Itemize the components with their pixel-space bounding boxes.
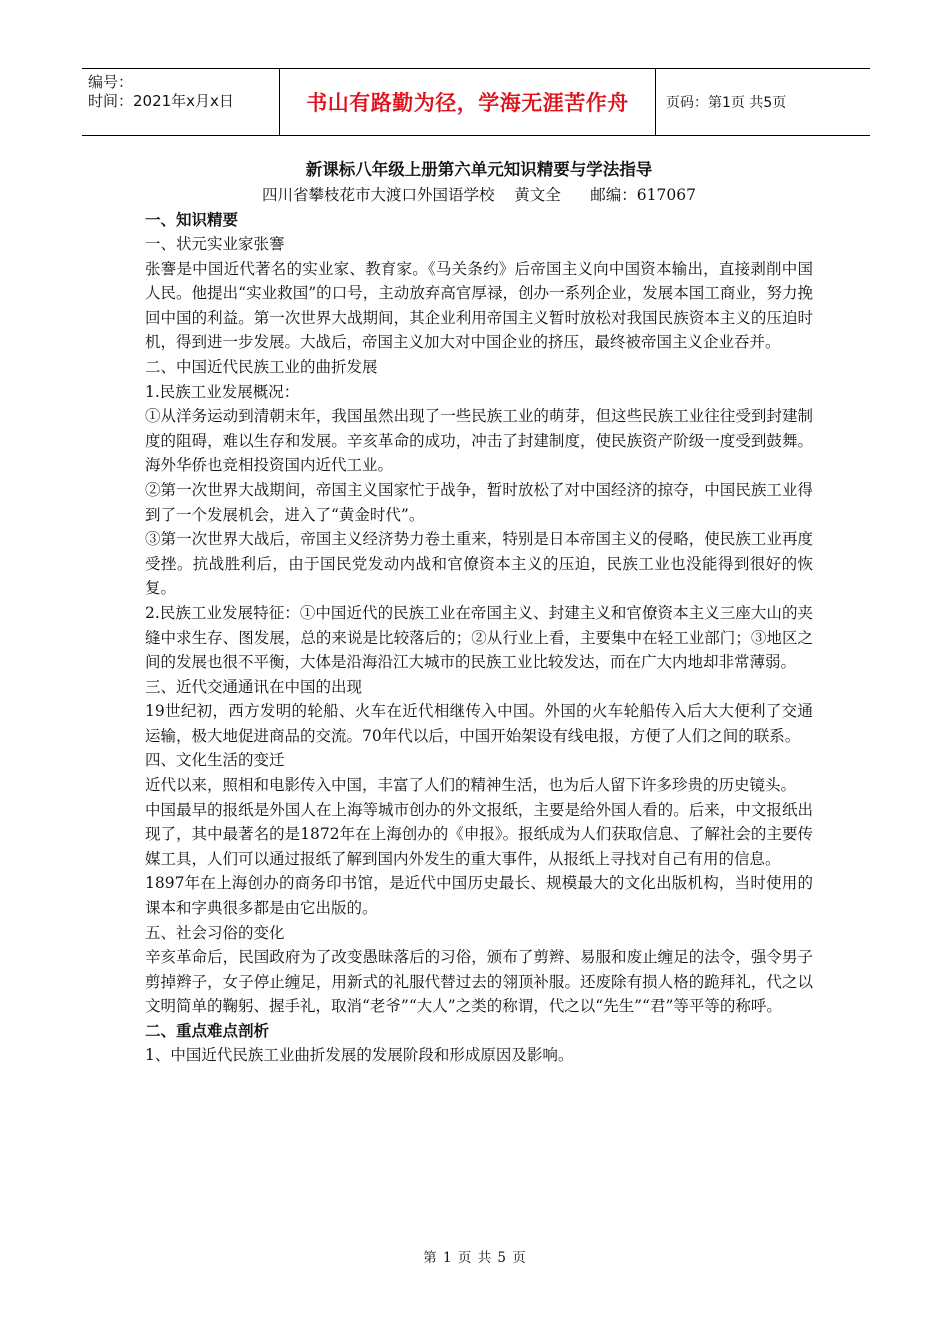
paragraph-commercial-press: 1897年在上海创办的商务印书馆，是近代中国历史最长、规模最大的文化出版机构，当时使用的课本和字典很多都是由它出版的。 bbox=[145, 874, 813, 918]
paragraph-zhang-jian: 张謇是中国近代著名的实业家、教育家。《马关条约》后帝国主义向中国资本输出，直接剥削中国人民。他提出“实业救国”的口号，主动放弃高官厚禄，创办一系列企业，发展本国工商业，努力挽回中国的利益。第一次世界大战期间，其企业利用帝国主义暂时放松对我国民族资本主义的压迫时机，得到进一步发展。大战后，帝国主义加大对中国企业的挤压，最终被帝国主义企业吞并。 bbox=[145, 259, 813, 352]
header-info-cell bbox=[82, 69, 280, 135]
header-motto: 书山有路勤为径，学海无涯苦作舟 bbox=[280, 69, 656, 135]
paragraph-industry-point-3: ③第一次世界大战后，帝国主义经济势力卷土重来，特别是日本帝国主义的侵略，使民族工业再度受挫。抗战胜利后，由于国民党发动内战和官僚资本主义的压迫，民族工业也没能得到很好的恢复。 bbox=[145, 530, 813, 598]
paragraph-industry-point-2: ②第一次世界大战期间，帝国主义国家忙于战争，暂时放松了对中国经济的掠夺，中国民族工业得到了一个发展机会，进入了“黄金时代”。 bbox=[145, 480, 813, 524]
page-footer: 第 1 页 共 5 页 bbox=[423, 1250, 527, 1266]
paragraph-industry-point-1: ①从洋务运动到清朝末年，我国虽然出现了一些民族工业的萌芽，但这些民族工业往往受到封建制度的阻碍，难以生存和发展。辛亥革命的成功，冲击了封建制度，使民族资产阶级一度受到鼓舞。海外华侨也竞相投资国内近代工业。 bbox=[145, 407, 813, 475]
document-body bbox=[145, 158, 813, 1068]
paragraph-newspapers: 中国最早的报纸是外国人在上海等城市创办的外文报纸，主要是给外国人看的。后来，中文报纸出现了，其中最著名的是1872年在上海创办的《申报》。报纸成为人们获取信息、了解社会的主要传媒工具，人们可以通过报纸了解到国内外发生的重大事件，从报纸上寻找对自己有用的信息。 bbox=[145, 800, 813, 868]
paragraph-industry-features: 2.民族工业发展特征：①中国近代的民族工业在帝国主义、封建主义和官僚资本主义三座大山的夹缝中求生存、图发展，总的来说是比较落后的；②从行业上看，主要集中在轻工业部门；③地区之间的发展也很不平衡，大体是沿海沿江大城市的民族工业比较发达，而在广大内地却非常薄弱。 bbox=[145, 603, 813, 672]
subheading-industry-overview: 1.民族工业发展概况： bbox=[145, 382, 300, 401]
section-heading-knowledge: 一、知识精要 bbox=[145, 211, 239, 229]
paragraph-photo-film: 近代以来，照相和电影传入中国，丰富了人们的精神生活，也为后人留下许多珍贵的历史镜头。 bbox=[145, 776, 797, 795]
date-label: 时间：2021年x月x日 bbox=[88, 92, 234, 110]
paragraph-customs: 辛亥革命后，民国政府为了改变愚昧落后的习俗，颁布了剪辫、易服和废止缠足的法令，强令男子剪掉辫子，女子停止缠足，用新式的礼服代替过去的翎顶补服。还废除有损人格的跪拜礼，代之以文明简单的鞠躬、握手礼，取消“老爷”“大人”之类的称谓，代之以“先生”“君”等平等的称呼。 bbox=[145, 948, 813, 1016]
subheading-zhang-jian: 一、状元实业家张謇 bbox=[145, 235, 285, 253]
paragraph-transport: 19世纪初，西方发明的轮船、火车在近代相继传入中国。外国的火车轮船传入后大大便利了交通运输，极大地促进商品的交流。70年代以后，中国开始架设有线电报，方便了人们之间的联系。 bbox=[145, 702, 813, 745]
subheading-culture: 四、文化生活的变迁 bbox=[145, 751, 285, 770]
header-page-label: 页码：第1页 共5页 bbox=[666, 95, 787, 111]
subheading-customs: 五、社会习俗的变化 bbox=[145, 923, 285, 942]
subheading-transport: 三、近代交通通讯在中国的出现 bbox=[145, 677, 363, 696]
section-heading-key-points: 二、重点难点剖析 bbox=[145, 1022, 270, 1040]
paragraph-key-point-1: 1、中国近代民族工业曲折发展的发展阶段和形成原因及影响。 bbox=[145, 1046, 574, 1064]
header-table bbox=[82, 68, 870, 136]
document-title: 新课标八年级上册第六单元知识精要与学法指导 bbox=[305, 160, 653, 179]
subheading-national-industry: 二、中国近代民族工业的曲折发展 bbox=[145, 357, 378, 376]
document-number-label: 编号： bbox=[88, 73, 134, 91]
author-line: 四川省攀枝花市大渡口外国语学校 黄文全 邮编：617067 bbox=[262, 186, 696, 204]
